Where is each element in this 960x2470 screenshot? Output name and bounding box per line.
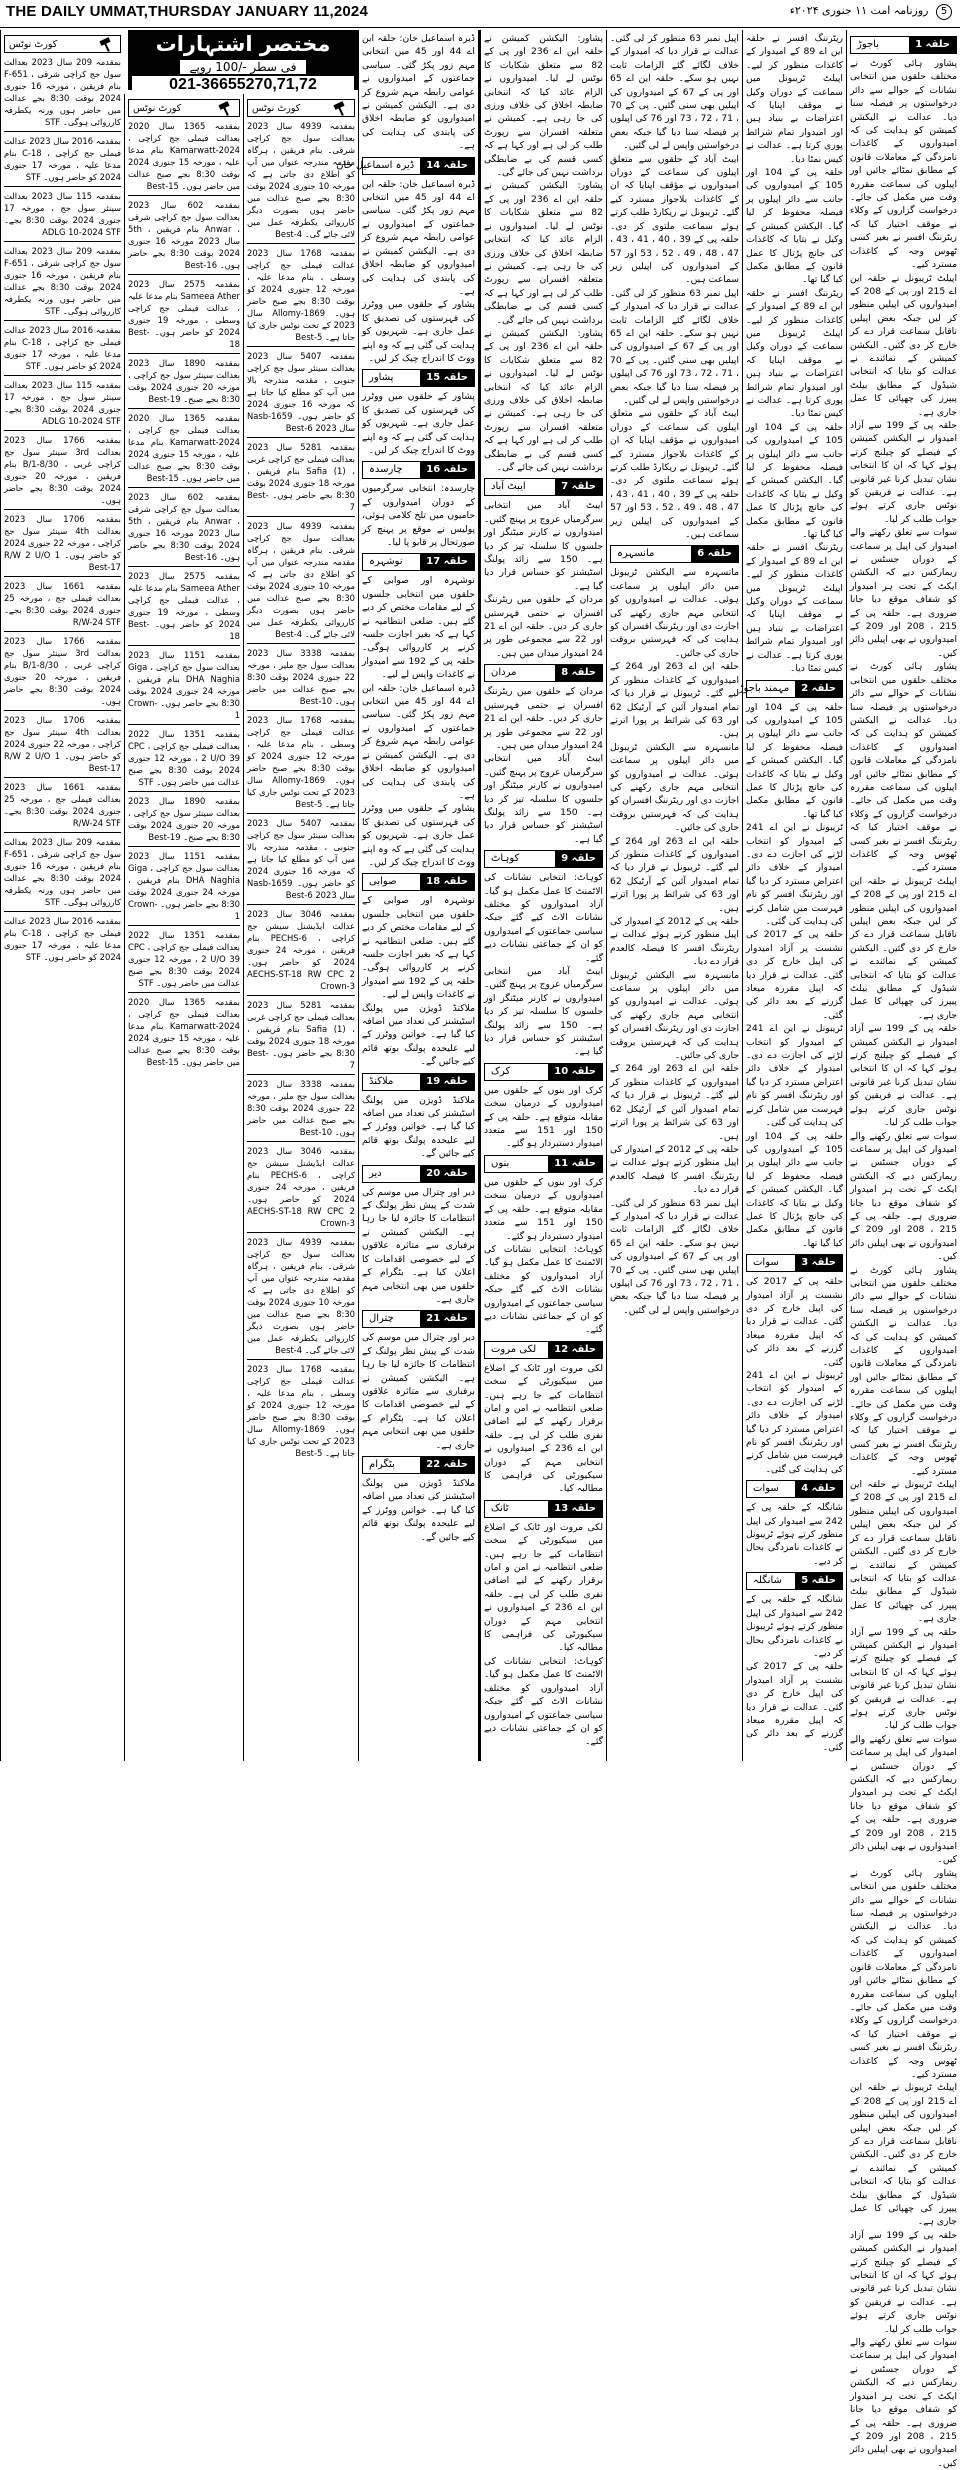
court-notice-text: بمقدمہ 209 سال 2023 بعدالت سول جج کراچی شرقی ، F-651 بنام فریقین ، مورخہ 16 جنوری 2024 بوقت 8:30 بجے عدالت میں حاضر ہوں ورنہ یکطرفہ کارروائی ہوگی۔ STF	[4, 246, 121, 316]
court-notice-text: بمقدمہ 3338 سال 2023 بعدالت سول جج ملیر ، مورخہ 22 جنوری 2024 بوقت 8:30 بجے صبح عدالت میں حاضر ہوں۔ Best-10	[247, 1079, 355, 1137]
article-text: حلقہ پی کے 2017 کی نشست پر آزاد امیدوار کی اپیل خارج کر دی گئی۔ عدالت نے قرار دیا کہ اپیل مقررہ میعاد گزرنے کے بعد دائر کی گئی۔	[746, 929, 843, 1021]
article-text: پشاور: الیکشن کمیشن نے حلقہ این اے 236 اور پی کے 82 سے متعلق شکایات کا نوٹس لے لیا۔ امیدواروں نے الزام عائد کیا کہ انتخابی ضابطہ اخلاق کی خلاف ورزی کی جا رہی ہے۔ کمیشن نے متعلقہ افسران سے رپورٹ طلب کر لی ہے اور کہا ہے کہ کسی قسم کی بے ضابطگی برداشت نہیں کی جائے گی۔	[484, 180, 603, 326]
court-notice-header: کورٹ نوٹس	[247, 99, 355, 117]
classified-ads-banner	[128, 30, 358, 93]
court-notice-text: بمقدمہ 5281 سال 2023 بعدالت فیملی جج کراچی غربی ، Safia (1) بنام فریقین ، مورخہ 18 جنوری 2024 بوقت 8:30 بجے حاضر ہوں۔ Best-7	[247, 1000, 355, 1070]
court-notice-text: بمقدمہ 1661 سال 2023 بعدالت فیملی جج ، مورخہ 25 جنوری 2024 بوقت 8:30 بجے۔ R/W-24 STF	[4, 782, 121, 828]
article-text: حلقہ این اے 263 اور 264 کے امیدواروں کے کاغذات منظور کر لیے گئے۔ ٹریبونل نے قرار دیا کہ تمام امیدوار آئین کے آرٹیکل 62 اور 63 کی شرائط پر پورا اترتے ہیں۔	[610, 835, 739, 914]
article-text: ملاکنڈ ڈویژن میں پولنگ اسٹیشنز کی تعداد میں اضافہ کیا گیا ہے۔ خواتین ووٹرز کے لیے علیحدہ پولنگ بوتھ قائم کیے جائیں گے۔	[362, 1002, 475, 1068]
article-text: ریٹرننگ افسر نے حلقہ این اے 89 کے امیدوار کے کاغذات منظور کر لیے۔ اپیلٹ ٹریبونل میں سماعت کے دوران وکیل نے موقف اپنایا کہ اعتراضات بے بنیاد ہیں اور امیدوار تمام شرائط پوری کرتا ہے۔ عدالت نے کیس نمٹا دیا۔	[746, 542, 843, 675]
article-text: ایبٹ آباد میں انتخابی سرگرمیاں عروج پر پہنچ گئیں۔ امیدواروں نے کارنر میٹنگز اور جلسوں کا سلسلہ تیز کر دیا ہے۔ 150 سے زائد پولنگ اسٹیشنز کو حساس قرار دیا گیا ہے۔	[484, 753, 603, 845]
court-notice-text: بمقدمہ 1766 سال 2023 بعدالت 3rd سینئر سول جج کراچی غربی ، B/1-8/30 بنام فریقین ، مورخہ 20 جنوری 2024 بوقت 8:30 بجے حاضر ہوں۔	[4, 636, 121, 706]
chapter-header: حلقہ 11 بنوں	[484, 1155, 603, 1173]
article-text: لکی مروت اور ٹانک کے اضلاع میں سیکیورٹی کے سخت انتظامات کیے جا رہے ہیں۔ ضلعی انتظامیہ نے امن و امان برقرار رکھنے کے لیے اضافی نفری طلب کر لی ہے۔ حلقہ این اے 236 کے امیدواروں نے انتخابی مہم کے دوران سیکیورٹی کی فراہمی کا مطالبہ کیا۔	[484, 1521, 603, 1654]
chapter-header: حلقہ 5 شانگلہ	[746, 1572, 843, 1590]
article-text: حلقہ این اے 263 اور 264 کے امیدواروں کے کاغذات منظور کر لیے گئے۔ ٹریبونل نے قرار دیا کہ تمام امیدوار آئین کے آرٹیکل 62 اور 63 کی شرائط پر پورا اترتے ہیں۔	[610, 1063, 739, 1142]
article-text: ریٹرننگ افسر نے حلقہ این اے 89 کے امیدوار کے کاغذات منظور کر لیے۔ اپیلٹ ٹریبونل میں سماعت کے دوران وکیل نے موقف اپنایا کہ اعتراضات بے بنیاد ہیں اور امیدوار تمام شرائط پوری کرتا ہے۔ عدالت نے کیس نمٹا دیا۔	[746, 33, 843, 165]
column-4	[480, 30, 606, 1761]
chapter-header: حلقہ 9 کوہاٹ	[484, 850, 603, 868]
court-notice-text: بمقدمہ 1661 سال 2023 بعدالت فیملی جج ، مورخہ 25 جنوری 2024 بوقت 8:30 بجے۔ R/W-24 STF	[4, 581, 121, 627]
article-text: لکی مروت اور ٹانک کے اضلاع میں سیکیورٹی کے سخت انتظامات کیے جا رہے ہیں۔ ضلعی انتظامیہ نے امن و امان برقرار رکھنے کے لیے اضافی نفری طلب کر لی ہے۔ حلقہ این اے 236 کے امیدواروں نے انتخابی مہم کے دوران سیکیورٹی کی فراہمی کا مطالبہ کیا۔	[484, 1362, 603, 1495]
article-text: اپیلٹ ٹریبونل نے حلقہ این اے 215 اور پی کے 208 کے امیدواروں کی اپیلیں منظور کر لیں جبکہ بعض اپیلیں ناقابل سماعت قرار دے کر خارج کر دی گئیں۔ الیکشن کمیشن کے نمائندے نے عدالت کو بتایا کہ انتخابی شیڈول کے مطابق بیلٹ پیپرز کی چھپائی کا عمل جاری ہے۔	[850, 272, 957, 418]
column-1	[846, 30, 960, 2469]
article-text: حلقہ پی کے 2012 کے امیدوار کی اپیل منظور کرتے ہوئے عدالت نے ریٹرننگ افسر کا فیصلہ کالعدم قرار دے دیا۔	[610, 916, 739, 968]
article-text: اپیلٹ ٹریبونل نے حلقہ این اے 215 اور پی کے 208 کے امیدواروں کی اپیلیں منظور کر لیں جبکہ بعض اپیلیں ناقابل سماعت قرار دے کر خارج کر دی گئیں۔ الیکشن کمیشن کے نمائندے نے عدالت کو بتایا کہ انتخابی شیڈول کے مطابق بیلٹ پیپرز کی چھپائی کا عمل جاری ہے۔	[850, 2082, 957, 2228]
chapter-header: حلقہ 17 نوشہرہ	[362, 553, 475, 571]
chapter-header: حلقہ 15 پشاور	[362, 369, 475, 387]
court-notice-text: بمقدمہ 5281 سال 2023 بعدالت فیملی جج کراچی غربی ، Safia (1) بنام فریقین ، مورخہ 18 جنوری 2024 بوقت 8:30 بجے حاضر ہوں۔ Best-7	[247, 442, 355, 512]
article-text: حلقہ پی کے 104 اور 105 کے امیدواروں کی جانب سے دائر اپیلوں پر فیصلہ محفوظ کر لیا گیا۔ الیکشن کمیشن کے وکیل نے بتایا کہ کاغذات کی جانچ پڑتال کا عمل قانون کے مطابق مکمل کیا گیا تھا۔	[746, 421, 843, 541]
article-text: مانسہرہ سے الیکشن ٹریبونل میں دائر اپیلوں پر سماعت ہوئی۔ عدالت نے امیدواروں کو انتخابی مہم جاری رکھنے کی اجازت دی اور ریٹرننگ افسران کو ہدایت کی کہ فہرستیں بروقت جاری کی جائیں۔	[610, 567, 739, 659]
chapter-header: حلقہ 8 مردان	[484, 664, 603, 682]
chapter-header: حلقہ 7 ایبٹ آباد	[484, 478, 603, 496]
column-6	[243, 94, 358, 1761]
court-notice-text: بمقدمہ 1365 سال 2020 بعدالت فیملی جج کراچی ، Kamarwatt-2024 بنام مدعا علیہ ، مورخہ 15 جنوری 2024 بوقت 8:30 بجے صبح عدالت میں حاضر ہوں۔ Best-15	[128, 121, 241, 191]
article-text: ایبٹ آباد کے حلقوں سے متعلق اپیلوں کی سماعت کے دوران امیدواروں نے مؤقف اپنایا کہ ان کے کاغذات بلاجواز مسترد کیے گئے۔ ٹریبونل نے ریکارڈ طلب کرتے ہوئے سماعت ملتوی کر دی۔ حلقہ پی کے 39 ، 40 ، 41 ، 43 ، 47 ، 48 ، 49 ، 52 ، 53 اور 57 کے امیدواروں کی اپیلیں زیر سماعت ہیں۔	[610, 408, 739, 541]
court-notice-text: بمقدمہ 602 سال 2023 بعدالت سول جج کراچی شرقی ، Anwar بنام فریقین ، 5th سال 2023 مورخہ 16 جنوری 2024 بوقت 8:30 بجے حاضر ہوں۔ Best-16	[128, 200, 240, 270]
article-text: شانگلہ کے حلقہ پی کے 242 سے امیدوار کی اپیل منظور کرتے ہوئے ٹریبونل نے کاغذات نامزدگی بحال کر دیے۔	[746, 1594, 843, 1659]
court-notice-text: بمقدمہ 115 سال 2023 بعدالت سینئر سول جج ، مورخہ 17 جنوری 2024 بوقت 8:30 بجے۔ ADLG 10-2024 STF	[4, 191, 121, 237]
article-text: کرک اور بنوں کے حلقوں میں امیدواروں کے درمیان سخت مقابلہ متوقع ہے۔ حلقہ پی کے 150 اور 151 سے متعدد امیدوار دستبردار ہو گئے۔	[484, 1084, 603, 1150]
article-text: شانگلہ کے حلقہ پی کے 242 سے امیدوار کی اپیل منظور کرتے ہوئے ٹریبونل نے کاغذات نامزدگی بحال کر دیے۔	[746, 1502, 843, 1567]
article-text: حلقہ پی کے 2017 کی نشست پر آزاد امیدوار کی اپیل خارج کر دی گئی۔ عدالت نے قرار دیا کہ اپیل مقررہ میعاد گزرنے کے بعد دائر کی گئی۔	[746, 1661, 843, 1753]
court-notice-text: بمقدمہ 1768 سال 2023 عدالت فیملی جج کراچی وسطی ، بنام مدعا علیہ ، مورخہ 12 جنوری 2024 کو بوقت 8:30 بجے صبح حاضر ہوں۔ Allomy-1869 سال 2023 کے تحت نوٹس جاری کیا جاتا ہے۔ Best-5	[247, 248, 355, 342]
article-text: چارسدہ: انتخابی سرگرمیوں کے دوران امیدواروں کے حامیوں میں تلخ کلامی ہوئی، پولیس نے موقع پر پہنچ کر صورتحال پر قابو پا لیا۔	[362, 483, 475, 548]
court-notice-text: بمقدمہ 3046 سال 2023 عدالت ایڈیشنل سیشن جج کراچی ، PECHS-6 بنام فریقین ، مورخہ 24 جنوری 2024 کو حاضر ہوں۔ AECHS-ST-18 RW CPC 2 Crown-3	[247, 1146, 355, 1228]
column-5	[336, 30, 480, 1761]
article-text: پشاور ہائی کورٹ نے مختلف حلقوں میں انتخابی نشانات کے حوالے سے دائر درخواستوں پر فیصلہ سنا دیا۔ عدالت نے الیکشن کمیشن کو ہدایت کی کہ امیدواروں کے کاغذات نامزدگی کے معاملات قانون کے مطابق نمٹائے جائیں اور اپیلوں کی سماعت مقررہ وقت میں مکمل کی جائے۔ درخواست گزاروں کے وکلاء نے موقف اختیار کیا کہ ریٹرننگ افسر نے بغیر کسی ٹھوس وجہ کے کاغذات مسترد کیے۔	[850, 661, 957, 874]
article-text: اپیل نمبر 63 منظور کر لی گئی۔ عدالت نے قرار دیا کہ امیدوار کے خلاف لگائے گئے الزامات ثابت نہیں ہو سکے۔ حلقہ این اے 65 اور پی کے 67 کے امیدواروں کی اپیلیں بھی سنی گئیں۔ پی کے 70 ، 71 ، 72 ، 73 اور 76 کی اپیلوں پر فیصلہ سنا دیا گیا جبکہ بعض درخواستیں واپس لے لی گئیں۔	[610, 33, 740, 152]
chapter-header: حلقہ 22 بٹگرام	[362, 1456, 475, 1474]
article-text: سوات سے تعلق رکھنے والے امیدوار کی اپیل پر سماعت کے دوران جسٹس نے ریمارکس دیے کہ الیکشن ایکٹ کے تحت ہر امیدوار کو شفاف موقع دیا جانا ضروری ہے۔ حلقہ پی کے 215 ، 208 اور 209 کے امیدواروں نے بھی اپیلیں دائر کیں۔	[850, 1130, 957, 1263]
article-text: حلقہ پی کے 199 سے آزاد امیدوار نے الیکشن کمیشن کے فیصلے کو چیلنج کرتے ہوئے کہا کہ ان کا انتخابی نشان تبدیل کرنا غیر قانونی ہے۔ عدالت نے فریقین کو نوٹس جاری کرتے ہوئے جواب طلب کر لیا۔	[850, 419, 957, 525]
court-notice-text: بمقدمہ 2575 سال 2023 Sameea Ather بنام مدعا علیہ ، عدالت فیملی جج کراچی وسطی ، مورخہ 19 جنوری 2024 کو حاضر ہوں۔ Best-18	[128, 571, 241, 641]
article-text: دیر اور چترال میں موسم کی شدت کے پیش نظر پولنگ کے انتظامات کا جائزہ لیا جا رہا ہے۔ الیکشن کمیشن نے برفباری سے متاثرہ علاقوں کے لیے خصوصی اقدامات کا اعلان کیا ہے۔ بٹگرام کے حلقوں میں بھی انتخابی مہم جاری ہے۔	[362, 1186, 475, 1305]
article-text: پشاور کے حلقوں میں ووٹرز کی فہرستوں کی تصدیق کا عمل جاری ہے۔ شہریوں کو ہدایت کی گئی ہے کہ وہ اپنے ووٹ کا اندراج چیک کر لیں۔	[362, 299, 475, 364]
article-text: حلقہ پی کے 199 سے آزاد امیدوار نے الیکشن کمیشن کے فیصلے کو چیلنج کرتے ہوئے کہا کہ ان کا انتخابی نشان تبدیل کرنا غیر قانونی ہے۔ عدالت نے فریقین کو نوٹس جاری کرتے ہوئے جواب طلب کر لیا۔	[850, 1626, 957, 1732]
article-text: اپیلٹ ٹریبونل نے حلقہ این اے 215 اور پی کے 208 کے امیدواروں کی اپیلیں منظور کر لیں جبکہ بعض اپیلیں ناقابل سماعت قرار دے کر خارج کر دی گئیں۔ الیکشن کمیشن کے نمائندے نے عدالت کو بتایا کہ انتخابی شیڈول کے مطابق بیلٹ پیپرز کی چھپائی کا عمل جاری ہے۔	[850, 1479, 957, 1625]
chapter-header: حلقہ 4 سوات	[746, 1480, 843, 1498]
court-notice-text: بمقدمہ 2016 سال 2023 عدالت فیملی جج کراچی ، C-18 بنام مدعا علیہ ، مورخہ 17 جنوری 2024 کو حاضر ہوں۔ STF	[4, 325, 122, 371]
court-notice-text: بمقدمہ 1151 سال 2023 بعدالت سول جج کراچی ، Giga DHA Naghia بنام فریقین ، مورخہ 24 جنوری 2024 بوقت 8:30 بجے حاضر ہوں۔ Crown-1	[128, 851, 240, 921]
article-text: اپیل نمبر 63 منظور کر لی گئی۔ عدالت نے قرار دیا کہ امیدوار کے خلاف لگائے گئے الزامات ثابت نہیں ہو سکے۔ حلقہ این اے 65 اور پی کے 67 کے امیدواروں کی اپیلیں بھی سنی گئیں۔ پی کے 70 ، 71 ، 72 ، 73 اور 76 کی اپیلوں پر فیصلہ سنا دیا گیا جبکہ بعض درخواستیں واپس لے لی گئیں۔	[610, 1197, 740, 1316]
article-text: دیر اور چترال میں موسم کی شدت کے پیش نظر پولنگ کے انتظامات کا جائزہ لیا جا رہا ہے۔ الیکشن کمیشن نے برفباری سے متاثرہ علاقوں کے لیے خصوصی اقدامات کا اعلان کیا ہے۔ بٹگرام کے حلقوں میں بھی انتخابی مہم جاری ہے۔	[362, 1332, 475, 1451]
court-notice-text: بمقدمہ 209 سال 2023 بعدالت سول جج کراچی شرقی ، F-651 بنام فریقین ، مورخہ 16 جنوری 2024 بوقت 8:30 بجے عدالت میں حاضر ہوں ورنہ یکطرفہ کارروائی ہوگی۔ STF	[4, 57, 121, 127]
article-text: ٹریبونل نے این اے 241 کے امیدوار کو انتخاب لڑنے کی اجازت دے دی۔ امیدوار کے خلاف دائر اعتراض مسترد کر دیا گیا اور ریٹرننگ افسر کو نام فہرست میں شامل کرنے کی ہدایت کی گئی۔	[746, 1023, 843, 1129]
chapter-header: حلقہ 16 چارسدہ	[362, 461, 475, 479]
court-notice-text: بمقدمہ 1768 سال 2023 عدالت فیملی جج کراچی وسطی ، بنام مدعا علیہ ، مورخہ 12 جنوری 2024 کو بوقت 8:30 بجے صبح حاضر ہوں۔ Allomy-1869 سال 2023 کے تحت نوٹس جاری کیا جاتا ہے۔ Best-5	[247, 1364, 355, 1458]
article-text: سوات سے تعلق رکھنے والے امیدوار کی اپیل پر سماعت کے دوران جسٹس نے ریمارکس دیے کہ الیکشن ایکٹ کے تحت ہر امیدوار کو شفاف موقع دیا جانا ضروری ہے۔ حلقہ پی کے 215 ، 208 اور 209 کے امیدواروں نے بھی اپیلیں دائر کیں۔	[850, 527, 957, 659]
article-text: ریٹرننگ افسر نے حلقہ این اے 89 کے امیدوار کے کاغذات منظور کر لیے۔ اپیلٹ ٹریبونل میں سماعت کے دوران وکیل نے موقف اپنایا کہ اعتراضات بے بنیاد ہیں اور امیدوار تمام شرائط پوری کرتا ہے۔ عدالت نے کیس نمٹا دیا۔	[746, 287, 843, 420]
article-text: اپیل نمبر 63 منظور کر لی گئی۔ عدالت نے قرار دیا کہ امیدوار کے خلاف لگائے گئے الزامات ثابت نہیں ہو سکے۔ حلقہ این اے 65 اور پی کے 67 کے امیدواروں کی اپیلیں بھی سنی گئیں۔ پی کے 70 ، 71 ، 72 ، 73 اور 76 کی اپیلوں پر فیصلہ سنا دیا گیا جبکہ بعض درخواستیں واپس لے لی گئیں۔	[610, 287, 740, 406]
article-text: اپیلٹ ٹریبونل نے حلقہ این اے 215 اور پی کے 208 کے امیدواروں کی اپیلیں منظور کر لیں جبکہ بعض اپیلیں ناقابل سماعت قرار دے کر خارج کر دی گئیں۔ الیکشن کمیشن کے نمائندے نے عدالت کو بتایا کہ انتخابی شیڈول کے مطابق بیلٹ پیپرز کی چھپائی کا عمل جاری ہے۔	[850, 875, 957, 1021]
article-text: ملاکنڈ ڈویژن میں پولنگ اسٹیشنز کی تعداد میں اضافہ کیا گیا ہے۔ خواتین ووٹرز کے لیے علیحدہ پولنگ بوتھ قائم کیے جائیں گے۔	[362, 1094, 475, 1160]
masthead-urdu-text: روزنامہ امت ۱۱ جنوری ۲۰۲۴ء	[789, 4, 929, 17]
column-7	[124, 94, 243, 1761]
masthead	[0, 0, 960, 28]
chapter-header: حلقہ 12 لکی مروت	[484, 1341, 603, 1359]
article-text: حلقہ پی کے 199 سے آزاد امیدوار نے الیکشن کمیشن کے فیصلے کو چیلنج کرتے ہوئے کہا کہ ان کا انتخابی نشان تبدیل کرنا غیر قانونی ہے۔ عدالت نے فریقین کو نوٹس جاری کرتے ہوئے جواب طلب کر لیا۔	[850, 2229, 957, 2335]
court-notice-text: بمقدمہ 5407 سال 2023 بعدالت سینئر سول جج کراچی جنوبی ، مقدمہ مندرجہ بالا میں آپ کو مطلع کیا جاتا ہے کہ مورخہ 16 جنوری 2024 کو حاضر ہوں۔ Nasb-1659 سال 2023 Best-6	[247, 818, 355, 900]
court-notice-text: بمقدمہ 2016 سال 2023 عدالت فیملی جج کراچی ، C-18 بنام مدعا علیہ ، مورخہ 17 جنوری 2024 کو حاضر ہوں۔ STF	[4, 916, 122, 962]
court-notice-text: بمقدمہ 1365 سال 2020 بعدالت فیملی جج کراچی ، Kamarwatt-2024 بنام مدعا علیہ ، مورخہ 15 جنوری 2024 بوقت 8:30 بجے صبح عدالت میں حاضر ہوں۔ Best-15	[128, 413, 241, 483]
article-text: پشاور کے حلقوں میں ووٹرز کی فہرستوں کی تصدیق کا عمل جاری ہے۔ شہریوں کو ہدایت کی گئی ہے کہ وہ اپنے ووٹ کا اندراج چیک کر لیں۔	[362, 803, 475, 868]
court-notice-text: بمقدمہ 3338 سال 2023 بعدالت سول جج ملیر ، مورخہ 22 جنوری 2024 بوقت 8:30 بجے صبح عدالت میں حاضر ہوں۔ Best-10	[247, 648, 355, 706]
article-text: پشاور کے حلقوں میں ووٹرز کی فہرستوں کی تصدیق کا عمل جاری ہے۔ شہریوں کو ہدایت کی گئی ہے کہ وہ اپنے ووٹ کا اندراج چیک کر لیں۔	[362, 391, 475, 456]
chapter-header: حلقہ 19 ملاکنڈ	[362, 1073, 475, 1091]
court-notice-text: بمقدمہ 2016 سال 2023 عدالت فیملی جج کراچی ، C-18 بنام مدعا علیہ ، مورخہ 17 جنوری 2024 کو حاضر ہوں۔ STF	[4, 136, 122, 182]
article-text: حلقہ این اے 263 اور 264 کے امیدواروں کے کاغذات منظور کر لیے گئے۔ ٹریبونل نے قرار دیا کہ تمام امیدوار آئین کے آرٹیکل 62 اور 63 کی شرائط پر پورا اترتے ہیں۔	[610, 661, 739, 740]
court-notice-text: بمقدمہ 1890 سال 2023 بعدالت سینئر سول جج کراچی ، مورخہ 20 جنوری 2024 بوقت 8:30 بجے صبح۔ Best-19	[128, 358, 240, 404]
court-notice-text: بمقدمہ 4939 سال 2023 بعدالت سول جج کراچی شرقی۔ بنام فریقین ، ہرگاہ مقدمہ مندرجہ عنوان میں آپ کو اطلاع دی جاتی ہے کہ مورخہ 10 جنوری 2024 بوقت 8:30 بجے صبح عدالت میں حاضر ہوں بصورت دیگر کارروائی یکطرفہ عمل میں لائی جائے گی۔ Best-4	[247, 121, 355, 239]
chapter-header: حلقہ 10 کرک	[484, 1063, 603, 1081]
court-notice-text: بمقدمہ 115 سال 2023 بعدالت سینئر سول جج ، مورخہ 17 جنوری 2024 بوقت 8:30 بجے۔ ADLG 10-2024 STF	[4, 380, 121, 426]
article-text: سوات سے تعلق رکھنے والے امیدوار کی اپیل پر سماعت کے دوران جسٹس نے ریمارکس دیے کہ الیکشن ایکٹ کے تحت ہر امیدوار کو شفاف موقع دیا جانا ضروری ہے۔ حلقہ پی کے 215 ، 208 اور 209 کے امیدواروں نے بھی اپیلیں دائر کیں۔	[850, 1733, 957, 1866]
article-text: کوہاٹ: انتخابی نشانات کی الاٹمنٹ کا عمل مکمل ہو گیا۔ آزاد امیدواروں کو مختلف نشانات الاٹ کیے گئے جبکہ سیاسی جماعتوں کے امیدواروں کو ان کے جماعتی نشانات دیے گئے۔	[484, 872, 603, 964]
gavel-icon	[217, 102, 235, 114]
article-text: ڈیرہ اسماعیل خان: حلقہ این اے 44 اور 45 میں انتخابی مہم زور پکڑ گئی۔ سیاسی جماعتوں کے امیدواروں نے عوامی رابطہ مہم شروع کر دی ہے۔ الیکشن کمیشن نے امیدواروں کو ضابطہ اخلاق کی پابندی کی ہدایت کی ہے۔	[362, 178, 475, 297]
article-text: ڈیرہ اسماعیل خان: حلقہ این اے 44 اور 45 میں انتخابی مہم زور پکڑ گئی۔ سیاسی جماعتوں کے امیدواروں نے عوامی رابطہ مہم شروع کر دی ہے۔ الیکشن کمیشن نے امیدواروں کو ضابطہ اخلاق کی پابندی کی ہدایت کی ہے۔	[362, 33, 475, 152]
article-text: ڈیرہ اسماعیل خان: حلقہ این اے 44 اور 45 میں انتخابی مہم زور پکڑ گئی۔ سیاسی جماعتوں کے امیدواروں نے عوامی رابطہ مہم شروع کر دی ہے۔ الیکشن کمیشن نے امیدواروں کو ضابطہ اخلاق کی پابندی کی ہدایت کی ہے۔	[362, 682, 475, 801]
court-notice-header: کورٹ نوٹس	[128, 99, 240, 117]
article-text: پشاور ہائی کورٹ نے مختلف حلقوں میں انتخابی نشانات کے حوالے سے دائر درخواستوں پر فیصلہ سنا دیا۔ عدالت نے الیکشن کمیشن کو ہدایت کی کہ امیدواروں کے کاغذات نامزدگی کے معاملات قانون کے مطابق نمٹائے جائیں اور اپیلوں کی سماعت مقررہ وقت میں مکمل کی جائے۔ درخواست گزاروں کے وکلاء نے موقف اختیار کیا کہ ریٹرننگ افسر نے بغیر کسی ٹھوس وجہ کے کاغذات مسترد کیے۔	[850, 1867, 957, 2080]
chapter-header: حلقہ 1 باجوڑ	[850, 36, 957, 54]
article-text: ٹریبونل نے این اے 241 کے امیدوار کو انتخاب لڑنے کی اجازت دے دی۔ امیدوار کے خلاف دائر اعتراض مسترد کر دیا گیا اور ریٹرننگ افسر کو نام فہرست میں شامل کرنے کی ہدایت کی گئی۔	[746, 1370, 843, 1475]
article-text: حلقہ پی کے 199 سے آزاد امیدوار نے الیکشن کمیشن کے فیصلے کو چیلنج کرتے ہوئے کہا کہ ان کا انتخابی نشان تبدیل کرنا غیر قانونی ہے۔ عدالت نے فریقین کو نوٹس جاری کرتے ہوئے جواب طلب کر لیا۔	[850, 1023, 957, 1129]
court-notice-header: کورٹ نوٹس	[4, 35, 121, 53]
article-text: کرک اور بنوں کے حلقوں میں امیدواروں کے درمیان سخت مقابلہ متوقع ہے۔ حلقہ پی کے 150 اور 151 سے متعدد امیدوار دستبردار ہو گئے۔	[484, 1176, 603, 1242]
court-notice-text: بمقدمہ 209 سال 2023 بعدالت سول جج کراچی شرقی ، F-651 بنام فریقین ، مورخہ 16 جنوری 2024 بوقت 8:30 بجے عدالت میں حاضر ہوں ورنہ یکطرفہ کارروائی ہوگی۔ STF	[4, 837, 121, 907]
article-text: ملاکنڈ ڈویژن میں پولنگ اسٹیشنز کی تعداد میں اضافہ کیا گیا ہے۔ خواتین ووٹرز کے لیے علیحدہ پولنگ بوتھ قائم کیے جائیں گے۔	[362, 1477, 475, 1543]
article-text: حلقہ پی کے 2017 کی نشست پر آزاد امیدوار کی اپیل خارج کر دی گئی۔ عدالت نے قرار دیا کہ اپیل مقررہ میعاد گزرنے کے بعد دائر کی گئی۔	[746, 1276, 843, 1368]
article-text: پشاور ہائی کورٹ نے مختلف حلقوں میں انتخابی نشانات کے حوالے سے دائر درخواستوں پر فیصلہ سنا دیا۔ عدالت نے الیکشن کمیشن کو ہدایت کی کہ امیدواروں کے کاغذات نامزدگی کے معاملات قانون کے مطابق نمٹائے جائیں اور اپیلوں کی سماعت مقررہ وقت میں مکمل کی جائے۔ درخواست گزاروں کے وکلاء نے موقف اختیار کیا کہ ریٹرننگ افسر نے بغیر کسی ٹھوس وجہ کے کاغذات مسترد کیے۔	[850, 58, 957, 271]
column-8	[0, 30, 124, 1761]
court-notice-text: بمقدمہ 1365 سال 2020 بعدالت فیملی جج کراچی ، Kamarwatt-2024 بنام مدعا علیہ ، مورخہ 15 جنوری 2024 بوقت 8:30 بجے صبح عدالت میں حاضر ہوں۔ Best-15	[128, 997, 241, 1067]
article-text: پشاور: الیکشن کمیشن نے حلقہ این اے 236 اور پی کے 82 سے متعلق شکایات کا نوٹس لے لیا۔ امیدواروں نے الزام عائد کیا کہ انتخابی ضابطہ اخلاق کی خلاف ورزی کی جا رہی ہے۔ کمیشن نے متعلقہ افسران سے رپورٹ طلب کر لی ہے اور کہا ہے کہ کسی قسم کی بے ضابطگی برداشت نہیں کی جائے گی۔	[484, 327, 603, 473]
article-text: پشاور: الیکشن کمیشن نے حلقہ این اے 236 اور پی کے 82 سے متعلق شکایات کا نوٹس لے لیا۔ امیدواروں نے الزام عائد کیا کہ انتخابی ضابطہ اخلاق کی خلاف ورزی کی جا رہی ہے۔ کمیشن نے متعلقہ افسران سے رپورٹ طلب کر لی ہے اور کہا ہے کہ کسی قسم کی بے ضابطگی برداشت نہیں کی جائے گی۔	[484, 33, 603, 179]
court-notice-text: بمقدمہ 5407 سال 2023 بعدالت سینئر سول جج کراچی جنوبی ، مقدمہ مندرجہ بالا میں آپ کو مطلع کیا جاتا ہے کہ مورخہ 16 جنوری 2024 کو حاضر ہوں۔ Nasb-1659 سال 2023 Best-6	[247, 351, 355, 433]
court-notice-text: بمقدمہ 1890 سال 2023 بعدالت سینئر سول جج کراچی ، مورخہ 20 جنوری 2024 بوقت 8:30 بجے صبح۔ Best-19	[128, 796, 240, 842]
ad-rate: فی سطر -/100 روپے	[180, 60, 307, 74]
chapter-header: حلقہ 3 سوات	[746, 1254, 843, 1272]
court-notice-text: بمقدمہ 1766 سال 2023 بعدالت 3rd سینئر سول جج کراچی غربی ، B/1-8/30 بنام فریقین ، مورخہ 20 جنوری 2024 بوقت 8:30 بجے حاضر ہوں۔	[4, 435, 121, 505]
chapter-header: حلقہ 20 دیر	[362, 1165, 475, 1183]
article-text: ٹریبونل نے این اے 241 کے امیدوار کو انتخاب لڑنے کی اجازت دے دی۔ امیدوار کے خلاف دائر اعتراض مسترد کر دیا گیا اور ریٹرننگ افسر کو نام فہرست میں شامل کرنے کی ہدایت کی گئی۔	[746, 822, 843, 927]
article-text: حلقہ پی کے 104 اور 105 کے امیدواروں کی جانب سے دائر اپیلوں پر فیصلہ محفوظ کر لیا گیا۔ الیکشن کمیشن کے وکیل نے بتایا کہ کاغذات کی جانچ پڑتال کا عمل قانون کے مطابق مکمل کیا گیا تھا۔	[746, 1130, 843, 1249]
article-text: مانسہرہ سے الیکشن ٹریبونل میں دائر اپیلوں پر سماعت ہوئی۔ عدالت نے امیدواروں کو انتخابی مہم جاری رکھنے کی اجازت دی اور ریٹرننگ افسران کو ہدایت کی کہ فہرستیں بروقت جاری کی جائیں۔	[610, 969, 739, 1062]
chapter-header: حلقہ 13 ٹانک	[484, 1500, 603, 1518]
court-notice-text: بمقدمہ 1351 سال 2022 بعدالت فیملی جج کراچی ، CPC 2 U/O 39 ، مورخہ 12 جنوری 2024 بوقت 8:30 بجے صبح عدالت میں حاضر ہوں۔ STF	[128, 729, 240, 787]
court-notice-text: بمقدمہ 4939 سال 2023 بعدالت سول جج کراچی شرقی۔ بنام فریقین ، ہرگاہ مقدمہ مندرجہ عنوان میں آپ کو اطلاع دی جاتی ہے کہ مورخہ 10 جنوری 2024 بوقت 8:30 بجے صبح عدالت میں حاضر ہوں بصورت دیگر کارروائی یکطرفہ عمل میں لائی جائے گی۔ Best-4	[247, 521, 355, 639]
ad-phone: 021-36655270,71,72	[132, 76, 354, 94]
article-text: کوہاٹ: انتخابی نشانات کی الاٹمنٹ کا عمل مکمل ہو گیا۔ آزاد امیدواروں کو مختلف نشانات الاٹ کیے گئے جبکہ سیاسی جماعتوں کے امیدواروں کو ان کے جماعتی نشانات دیے گئے۔	[484, 1655, 603, 1748]
article-text: سوات سے تعلق رکھنے والے امیدوار کی اپیل پر سماعت کے دوران جسٹس نے ریمارکس دیے کہ الیکشن ایکٹ کے تحت ہر امیدوار کو شفاف موقع دیا جانا ضروری ہے۔ حلقہ پی کے 215 ، 208 اور 209 کے امیدواروں نے بھی اپیلیں دائر کیں۔	[850, 2337, 957, 2469]
court-notice-text: بمقدمہ 1706 سال 2023 بعدالت 4th سینئر سول جج کراچی ، مورخہ 22 جنوری 2024 کو حاضر ہوں۔ R/W 2 U/O 1 Best-17	[4, 514, 121, 572]
chapter-header: حلقہ 2 مہمند باجوڑ	[746, 680, 843, 698]
court-notice-text: بمقدمہ 4939 سال 2023 بعدالت سول جج کراچی شرقی۔ بنام فریقین ، ہرگاہ مقدمہ مندرجہ عنوان میں آپ کو اطلاع دی جاتی ہے کہ مورخہ 10 جنوری 2024 بوقت 8:30 بجے صبح عدالت میں حاضر ہوں بصورت دیگر کارروائی یکطرفہ عمل میں لائی جائے گی۔ Best-4	[247, 1237, 355, 1355]
article-text: مانسہرہ سے الیکشن ٹریبونل میں دائر اپیلوں پر سماعت ہوئی۔ عدالت نے امیدواروں کو انتخابی مہم جاری رکھنے کی اجازت دی اور ریٹرننگ افسران کو ہدایت کی کہ فہرستیں بروقت جاری کی جائیں۔	[610, 741, 739, 834]
article-text: مردان کے حلقوں میں ریٹرننگ افسران نے حتمی فہرستیں جاری کر دیں۔ حلقہ این اے 21 اور 22 سے مجموعی طور پر 24 امیدوار میدان میں ہیں۔	[484, 686, 603, 751]
chapter-header: حلقہ 14 ڈیرہ اسماعیل خان	[362, 157, 475, 175]
court-notice-text: بمقدمہ 3046 سال 2023 عدالت ایڈیشنل سیشن جج کراچی ، PECHS-6 بنام فریقین ، مورخہ 24 جنوری 2024 کو حاضر ہوں۔ AECHS-ST-18 RW CPC 2 Crown-3	[247, 909, 355, 991]
article-text: حلقہ پی کے 2012 کے امیدوار کی اپیل منظور کرتے ہوئے عدالت نے ریٹرننگ افسر کا فیصلہ کالعدم قرار دے دیا۔	[610, 1143, 739, 1196]
court-notice-text: بمقدمہ 1151 سال 2023 بعدالت سول جج کراچی ، Giga DHA Naghia بنام فریقین ، مورخہ 24 جنوری 2024 بوقت 8:30 بجے حاضر ہوں۔ Crown-1	[128, 650, 240, 720]
article-text: نوشہرہ اور صوابی کے حلقوں میں انتخابی جلسوں کے لیے مقامات مختص کر دیے گئے ہیں۔ ضلعی انتظامیہ نے کہا ہے کہ بغیر اجازت جلسہ کرنے پر کارروائی ہوگی۔ حلقہ پی کے 192 سے امیدوار نے کاغذات واپس لے لیے۔	[362, 895, 475, 1001]
chapter-header: حلقہ 6 مانسہرہ	[610, 545, 739, 563]
page-number: 5	[936, 4, 952, 20]
court-notice-text: بمقدمہ 1706 سال 2023 بعدالت 4th سینئر سول جج کراچی ، مورخہ 22 جنوری 2024 کو حاضر ہوں۔ R/W 2 U/O 1 Best-17	[4, 715, 121, 773]
chapter-header: حلقہ 18 صوابی	[362, 873, 475, 891]
court-notice-text: بمقدمہ 1351 سال 2022 بعدالت فیملی جج کراچی ، CPC 2 U/O 39 ، مورخہ 12 جنوری 2024 بوقت 8:30 بجے صبح عدالت میں حاضر ہوں۔ STF	[128, 930, 240, 988]
article-text: حلقہ پی کے 104 اور 105 کے امیدواروں کی جانب سے دائر اپیلوں پر فیصلہ محفوظ کر لیا گیا۔ الیکشن کمیشن کے وکیل نے بتایا کہ کاغذات کی جانچ پڑتال کا عمل قانون کے مطابق مکمل کیا گیا تھا۔	[746, 701, 843, 820]
chapter-header: حلقہ 21 چترال	[362, 1310, 475, 1328]
court-notice-text: بمقدمہ 602 سال 2023 بعدالت سول جج کراچی شرقی ، Anwar بنام فریقین ، 5th سال 2023 مورخہ 16 جنوری 2024 بوقت 8:30 بجے حاضر ہوں۔ Best-16	[128, 492, 240, 562]
article-text: مردان کے حلقوں میں ریٹرننگ افسران نے حتمی فہرستیں جاری کر دیں۔ حلقہ این اے 21 اور 22 سے مجموعی طور پر 24 امیدوار میدان میں ہیں۔	[484, 594, 603, 659]
court-notice-text: بمقدمہ 1768 سال 2023 عدالت فیملی جج کراچی وسطی ، بنام مدعا علیہ ، مورخہ 12 جنوری 2024 کو بوقت 8:30 بجے صبح حاضر ہوں۔ Allomy-1869 سال 2023 کے تحت نوٹس جاری کیا جاتا ہے۔ Best-5	[247, 715, 355, 809]
column-3	[606, 30, 742, 1761]
article-text: حلقہ پی کے 104 اور 105 کے امیدواروں کی جانب سے دائر اپیلوں پر فیصلہ محفوظ کر لیا گیا۔ الیکشن کمیشن کے وکیل نے بتایا کہ کاغذات کی جانچ پڑتال کا عمل قانون کے مطابق مکمل کیا گیا تھا۔	[746, 167, 843, 286]
ad-title: مختصر اشتہارات	[155, 32, 331, 56]
gavel-icon	[332, 102, 350, 114]
article-text: ایبٹ آباد میں انتخابی سرگرمیاں عروج پر پہنچ گئیں۔ امیدواروں نے کارنر میٹنگز اور جلسوں کا سلسلہ تیز کر دیا ہے۔ 150 سے زائد پولنگ اسٹیشنز کو حساس قرار دیا گیا ہے۔	[484, 500, 603, 592]
article-text: نوشہرہ اور صوابی کے حلقوں میں انتخابی جلسوں کے لیے مقامات مختص کر دیے گئے ہیں۔ ضلعی انتظامیہ نے کہا ہے کہ بغیر اجازت جلسہ کرنے پر کارروائی ہوگی۔ حلقہ پی کے 192 سے امیدوار نے کاغذات واپس لے لیے۔	[362, 575, 475, 681]
article-text: ایبٹ آباد میں انتخابی سرگرمیاں عروج پر پہنچ گئیں۔ امیدواروں نے کارنر میٹنگز اور جلسوں کا سلسلہ تیز کر دیا ہے۔ 150 سے زائد پولنگ اسٹیشنز کو حساس قرار دیا گیا ہے۔	[484, 966, 603, 1058]
article-text: کوہاٹ: انتخابی نشانات کی الاٹمنٹ کا عمل مکمل ہو گیا۔ آزاد امیدواروں کو مختلف نشانات الاٹ کیے گئے جبکہ سیاسی جماعتوں کے امیدواروں کو ان کے جماعتی نشانات دیے گئے۔	[484, 1243, 603, 1336]
article-text: پشاور ہائی کورٹ نے مختلف حلقوں میں انتخابی نشانات کے حوالے سے دائر درخواستوں پر فیصلہ سنا دیا۔ عدالت نے الیکشن کمیشن کو ہدایت کی کہ امیدواروں کے کاغذات نامزدگی کے معاملات قانون کے مطابق نمٹائے جائیں اور اپیلوں کی سماعت مقررہ وقت میں مکمل کی جائے۔ درخواست گزاروں کے وکلاء نے موقف اختیار کیا کہ ریٹرننگ افسر نے بغیر کسی ٹھوس وجہ کے کاغذات مسترد کیے۔	[850, 1264, 957, 1477]
masthead-title: THE DAILY UMMAT,THURSDAY JANUARY 11,2024	[6, 3, 368, 20]
masthead-date-urdu	[790, 4, 952, 20]
article-text: ایبٹ آباد کے حلقوں سے متعلق اپیلوں کی سماعت کے دوران امیدواروں نے مؤقف اپنایا کہ ان کے کاغذات بلاجواز مسترد کیے گئے۔ ٹریبونل نے ریکارڈ طلب کرتے ہوئے سماعت ملتوی کر دی۔ حلقہ پی کے 39 ، 40 ، 41 ، 43 ، 47 ، 48 ، 49 ، 52 ، 53 اور 57 کے امیدواروں کی اپیلیں زیر سماعت ہیں۔	[610, 153, 739, 286]
column-2	[738, 30, 846, 1761]
court-notice-text: بمقدمہ 2575 سال 2023 Sameea Ather بنام مدعا علیہ ، عدالت فیملی جج کراچی وسطی ، مورخہ 19 جنوری 2024 کو حاضر ہوں۔ Best-18	[128, 279, 241, 349]
gavel-icon	[98, 38, 116, 50]
